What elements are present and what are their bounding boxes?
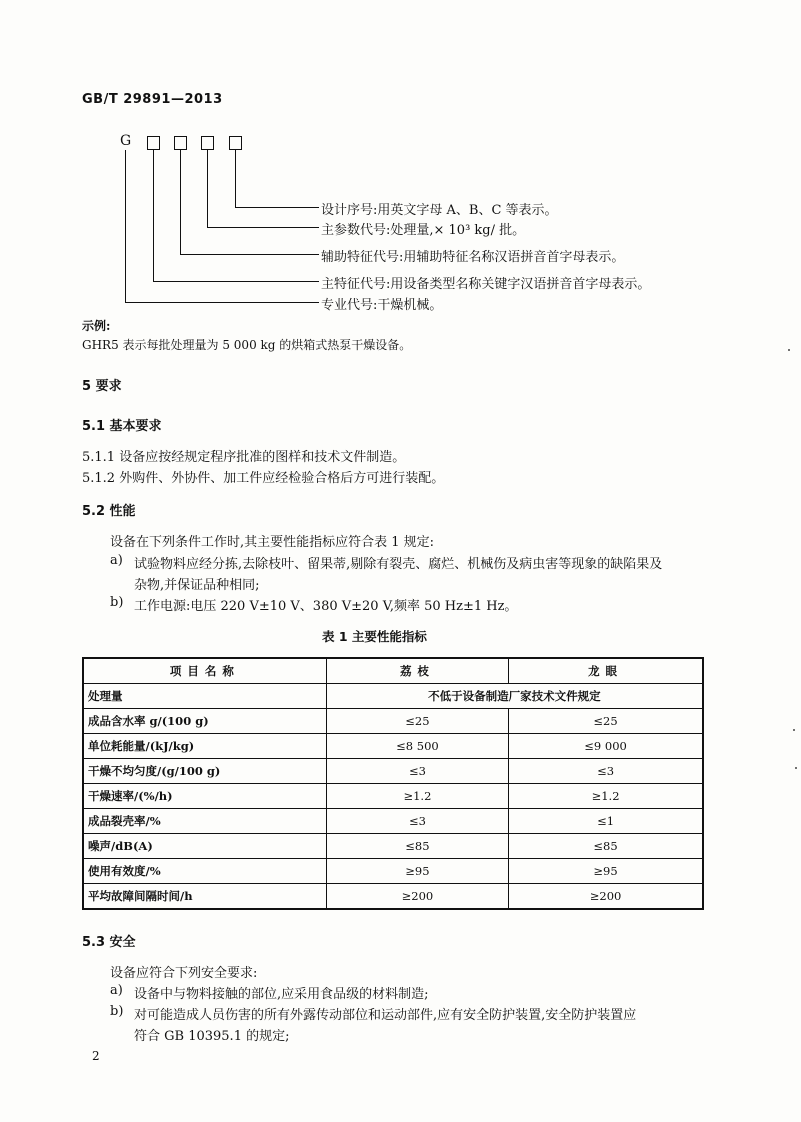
leader-h-main-param xyxy=(207,227,319,228)
section-5-1-title: 5.1 基本要求 xyxy=(82,419,162,434)
safety-b-line2: 符合 GB 10395.1 的规定; xyxy=(134,1029,290,1044)
row-name: 噪声/dB(A) xyxy=(83,834,326,859)
performance-table xyxy=(82,657,704,910)
row-lychee-value: ≥1.2 xyxy=(326,784,508,809)
table-row xyxy=(83,759,703,784)
leader-line-domain xyxy=(125,150,126,302)
label-design-seq: 设计序号:用英文字母 A、B、C 等表示。 xyxy=(321,203,558,218)
condition-b-text: 工作电源:电压 220 V±10 V、380 V±20 V,频率 50 Hz±1 Hz。 xyxy=(134,599,518,614)
table-row xyxy=(83,884,703,910)
table-header-row xyxy=(83,658,703,684)
leader-h-design-seq xyxy=(235,207,319,208)
condition-a-marker: a) xyxy=(110,553,123,568)
table-row xyxy=(83,709,703,734)
row-name: 平均故障间隔时间/h xyxy=(83,884,326,910)
leader-line-main-feature xyxy=(153,150,154,281)
table-row xyxy=(83,784,703,809)
row-longan-value: ≥1.2 xyxy=(509,784,703,809)
condition-b-marker: b) xyxy=(110,595,124,610)
safety-intro: 设备应符合下列安全要求: xyxy=(110,966,258,981)
row-lychee-value: ≥200 xyxy=(326,884,508,910)
section-5-title: 5 要求 xyxy=(82,379,122,394)
leader-line-design-seq xyxy=(235,150,236,207)
header-lychee: 荔枝 xyxy=(326,658,508,684)
code-box-main-feature xyxy=(147,136,160,150)
section-5-2-title: 5.2 性能 xyxy=(82,504,136,519)
safety-a-marker: a) xyxy=(110,983,123,998)
row-name: 单位耗能量/(kJ/kg) xyxy=(83,734,326,759)
leader-line-aux-feature xyxy=(180,150,181,254)
leader-h-domain xyxy=(125,302,319,303)
row-longan-value: ≤9 000 xyxy=(509,734,703,759)
row-name: 成品裂壳率/% xyxy=(83,809,326,834)
header-longan: 龙眼 xyxy=(509,658,703,684)
row-longan-value: ≥200 xyxy=(509,884,703,910)
row-lychee-value: ≥95 xyxy=(326,859,508,884)
scan-speck xyxy=(788,349,790,351)
row-lychee-value: ≤8 500 xyxy=(326,734,508,759)
clause-5-1-1: 5.1.1 设备应按经规定程序批准的图样和技术文件制造。 xyxy=(82,450,406,465)
row-lychee-value: ≤3 xyxy=(326,809,508,834)
example-text: GHR5 表示每批处理量为 5 000 kg 的烘箱式热泵干燥设备。 xyxy=(82,338,412,352)
leader-h-aux-feature xyxy=(180,254,319,255)
safety-a-text: 设备中与物料接触的部位,应采用食品级的材料制造; xyxy=(134,987,429,1002)
label-domain: 专业代号:干燥机械。 xyxy=(321,298,443,313)
table-row xyxy=(83,809,703,834)
header-item-name: 项目名称 xyxy=(83,658,326,684)
model-code-prefix: G xyxy=(120,133,132,149)
section-5-3-title: 5.3 安全 xyxy=(82,935,136,950)
row-name: 使用有效度/% xyxy=(83,859,326,884)
row-lychee-value: ≤85 xyxy=(326,834,508,859)
table-row xyxy=(83,684,703,709)
row-name: 干燥不均匀度/(g/100 g) xyxy=(83,759,326,784)
row-lychee-value: ≤3 xyxy=(326,759,508,784)
row-lychee-value: ≤25 xyxy=(326,709,508,734)
standard-code-header: GB/T 29891—2013 xyxy=(82,92,223,107)
table-1-caption: 表 1 主要性能指标 xyxy=(322,629,427,644)
label-aux-feature: 辅助特征代号:用辅助特征名称汉语拼音首字母表示。 xyxy=(321,250,625,265)
clause-5-1-2: 5.1.2 外购件、外协件、加工件应经检验合格后方可进行装配。 xyxy=(82,471,445,486)
condition-a-line2: 杂物,并保证品种相同; xyxy=(134,578,260,593)
row-longan-value: ≤25 xyxy=(509,709,703,734)
page-number: 2 xyxy=(92,1049,100,1063)
table-row xyxy=(83,859,703,884)
code-box-main-param xyxy=(201,136,214,150)
leader-h-main-feature xyxy=(153,281,319,282)
row-longan-value: ≤1 xyxy=(509,809,703,834)
row-name: 成品含水率 g/(100 g) xyxy=(83,709,326,734)
row-longan-value: ≤85 xyxy=(509,834,703,859)
row-name: 处理量 xyxy=(83,684,326,709)
leader-line-main-param xyxy=(207,150,208,227)
table-row xyxy=(83,734,703,759)
safety-b-marker: b) xyxy=(110,1004,124,1019)
performance-intro: 设备在下列条件工作时,其主要性能指标应符合表 1 规定: xyxy=(110,535,435,550)
safety-b-line1: 对可能造成人员伤害的所有外露传动部位和运动部件,应有安全防护装置,安全防护装置应 xyxy=(134,1008,637,1023)
label-main-feature: 主特征代号:用设备类型名称关键字汉语拼音首字母表示。 xyxy=(321,277,651,292)
label-main-param: 主参数代号:处理量,× 10³ kg/ 批。 xyxy=(321,223,526,238)
row-longan-value: ≥95 xyxy=(509,859,703,884)
condition-a-line1: 试验物料应经分拣,去除枝叶、留果蒂,剔除有裂壳、腐烂、机械伤及病虫害等现象的缺陷果及 xyxy=(134,557,663,572)
row-longan-value: ≤3 xyxy=(509,759,703,784)
row-name: 干燥速率/(%/h) xyxy=(83,784,326,809)
table-row xyxy=(83,834,703,859)
example-title: 示例: xyxy=(82,319,111,333)
code-box-aux-feature xyxy=(174,136,187,150)
scan-speck xyxy=(795,767,797,769)
code-box-design-seq xyxy=(229,136,242,150)
row-span-value: 不低于设备制造厂家技术文件规定 xyxy=(326,684,703,709)
scan-speck xyxy=(793,729,795,731)
